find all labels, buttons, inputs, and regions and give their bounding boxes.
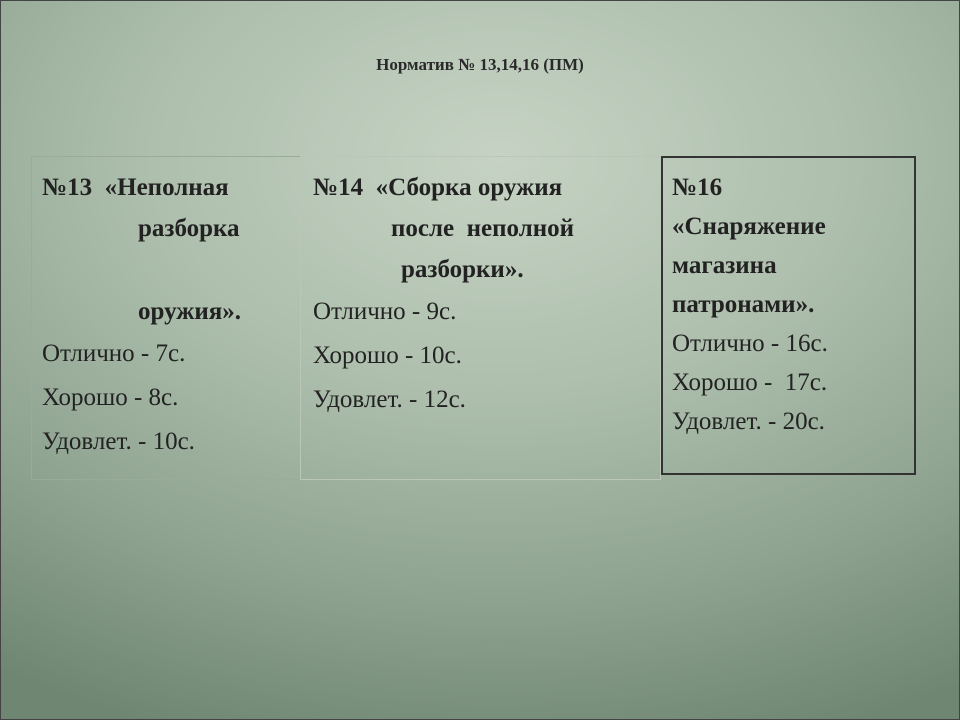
standard-13-head-line2: разборка (138, 215, 240, 242)
grade-good: Хорошо - 8с. (42, 384, 179, 411)
standard-13-head-line3: оружия». (138, 298, 242, 325)
standard-14-card (300, 156, 661, 480)
grade-satisfactory: Удовлет. - 12с. (313, 386, 466, 413)
standard-14-head-line2: после неполной (391, 215, 575, 242)
standard-14-head-line3: разборки». (401, 256, 524, 283)
grade-satisfactory: Удовлет. - 10с. (42, 428, 195, 455)
standard-16-head-line1: №16 (672, 174, 723, 201)
standard-14-head-line1: №14 «Сборка оружия (313, 174, 563, 201)
grade-satisfactory: Удовлет. - 20с. (672, 408, 825, 435)
standard-16-head-line4: патронами». (672, 291, 815, 318)
grade-excellent: Отлично - 7с. (42, 340, 186, 367)
standard-13-head-line1: №13 «Неполная (42, 174, 229, 201)
standard-16-card (661, 156, 916, 475)
standard-16-head-line3: магазина (672, 252, 777, 279)
grade-good: Хорошо - 17с. (672, 369, 828, 396)
grade-excellent: Отлично - 16с. (672, 330, 828, 357)
standard-13-card (31, 156, 301, 480)
grade-good: Хорошо - 10с. (313, 342, 462, 369)
grade-excellent: Отлично - 9с. (313, 298, 457, 325)
slide-title: Норматив № 13,14,16 (ПМ) (376, 55, 584, 74)
standard-16-head-line2: «Снаряжение (672, 213, 826, 240)
